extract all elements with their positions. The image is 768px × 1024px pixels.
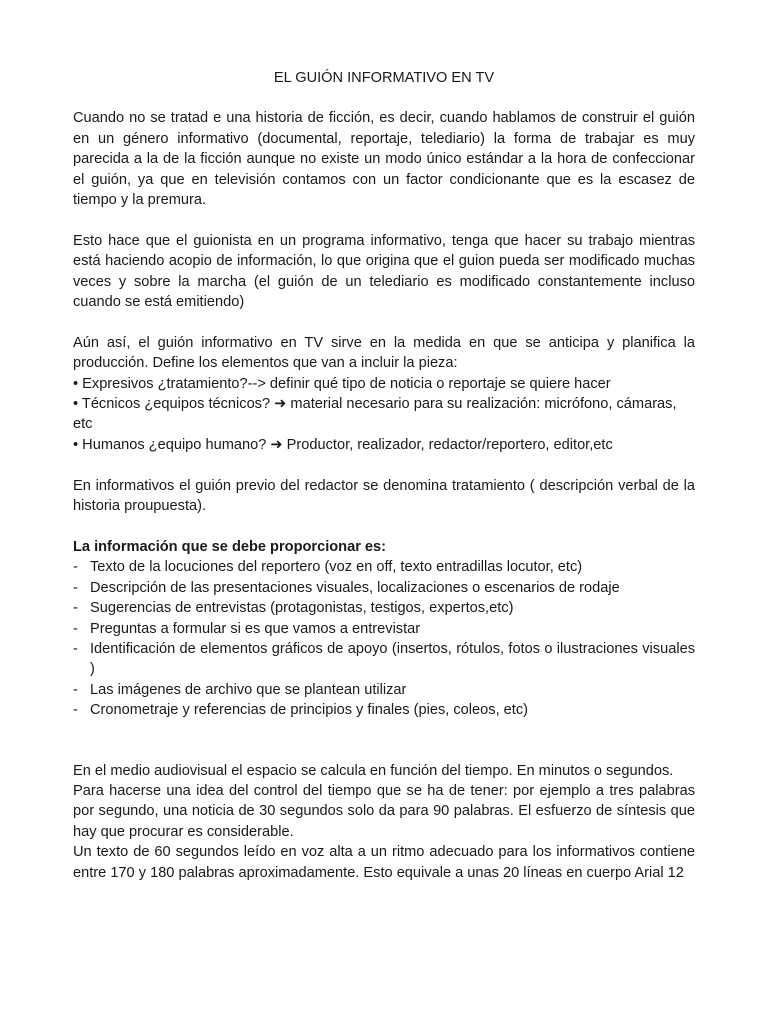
bullet-item-tecnicos: • Técnicos ¿equipos técnicos? ➜ material necesario para su realización: micrófono, cámaras, etc xyxy=(73,396,677,433)
paragraph-produccion: Aún así, el guión informativo en TV sirve en la medida en que se anticipa y planifica la producción. Define los elementos que van a incluir la pieza: xyxy=(73,334,695,372)
paragraph-espacio-tiempo: En el medio audiovisual el espacio se calcula en función del tiempo. En minutos o segundos. xyxy=(73,762,674,779)
list-item xyxy=(73,639,695,680)
paragraph-control-tiempo: Para hacerse una idea del control del tiempo que se ha de tener: por ejemplo a tres palabras por segundo, una noticia de 30 segundos solo da para 90 palabras. El esfuerzo de síntesis que hay que procurar es considerable. xyxy=(73,782,695,840)
list-item xyxy=(73,619,695,639)
dash-marker: - xyxy=(73,559,78,576)
dash-marker: - xyxy=(73,620,78,637)
list-item-text: Identificación de elementos gráficos de apoyo (insertos, rótulos, fotos o ilustraciones visuales ) xyxy=(90,640,695,678)
paragraph-guionista: Esto hace que el guionista en un programa informativo, tenga que hacer su trabajo mientras está haciendo acopio de información, lo que origina que el guion pueda ser modificado muchas veces y sobre la marcha (el guión de un telediario es modificado constantemente incluso cuando se está emitiendo) xyxy=(73,232,695,311)
list-item-text: Descripción de las presentaciones visuales, localizaciones o escenarios de rodaje xyxy=(90,579,620,596)
list-heading: La información que se debe proporcionar es: xyxy=(73,538,387,555)
dash-marker: - xyxy=(73,640,78,657)
list-item-text: Las imágenes de archivo que se plantean utilizar xyxy=(90,681,407,698)
paragraph-tratamiento: En informativos el guión previo del redactor se denomina tratamiento ( descripción verbal de la historia proupuesta). xyxy=(73,477,695,515)
spacer xyxy=(73,721,695,761)
elements-bullet-list xyxy=(73,374,695,456)
dash-marker: - xyxy=(73,579,78,596)
document-title: EL GUIÓN INFORMATIVO EN TV xyxy=(273,70,495,86)
dash-marker: - xyxy=(73,600,78,617)
information-dash-list xyxy=(73,557,695,720)
dash-marker: - xyxy=(73,681,78,698)
list-item-text: Sugerencias de entrevistas (protagonistas, testigos, expertos,etc) xyxy=(90,600,514,617)
list-item-text: Texto de la locuciones del reportero (voz en off, texto entradillas locutor, etc) xyxy=(90,559,583,576)
list-item-text: Preguntas a formular si es que vamos a entrevistar xyxy=(90,620,421,637)
dash-marker: - xyxy=(73,702,78,719)
list-item xyxy=(73,598,695,618)
list-item xyxy=(73,557,695,577)
list-item-text: Cronometraje y referencias de principios y finales (pies, coleos, etc) xyxy=(90,702,529,719)
timing-section xyxy=(73,761,695,883)
bullet-item-humanos: • Humanos ¿equipo humano? ➜ Productor, realizador, redactor/reportero, editor,etc xyxy=(73,436,613,453)
bullet-item-expresivos: • Expresivos ¿tratamiento?--> definir qué tipo de noticia o reportaje se quiere hacer xyxy=(73,375,611,392)
paragraph-palabras: Un texto de 60 segundos leído en voz alta a un ritmo adecuado para los informativos contiene entre 170 y 180 palabras aproximadamente. Esto equivale a unas 20 líneas en cuerpo Arial 12 xyxy=(73,844,695,881)
paragraph-intro: Cuando no se tratad e una historia de ficción, es decir, cuando hablamos de construir el guión en un género informativo (documental, reportaje, telediario) la forma de trabajar es muy parecida a la de la ficción aunque no existe un modo único estándar a la hora de confeccionar el guión, ya que en televisión contamos con un factor condicionante que es la escasez de tiempo y la premura. xyxy=(73,110,695,209)
list-item xyxy=(73,680,695,700)
list-item xyxy=(73,700,695,720)
list-item xyxy=(73,578,695,598)
